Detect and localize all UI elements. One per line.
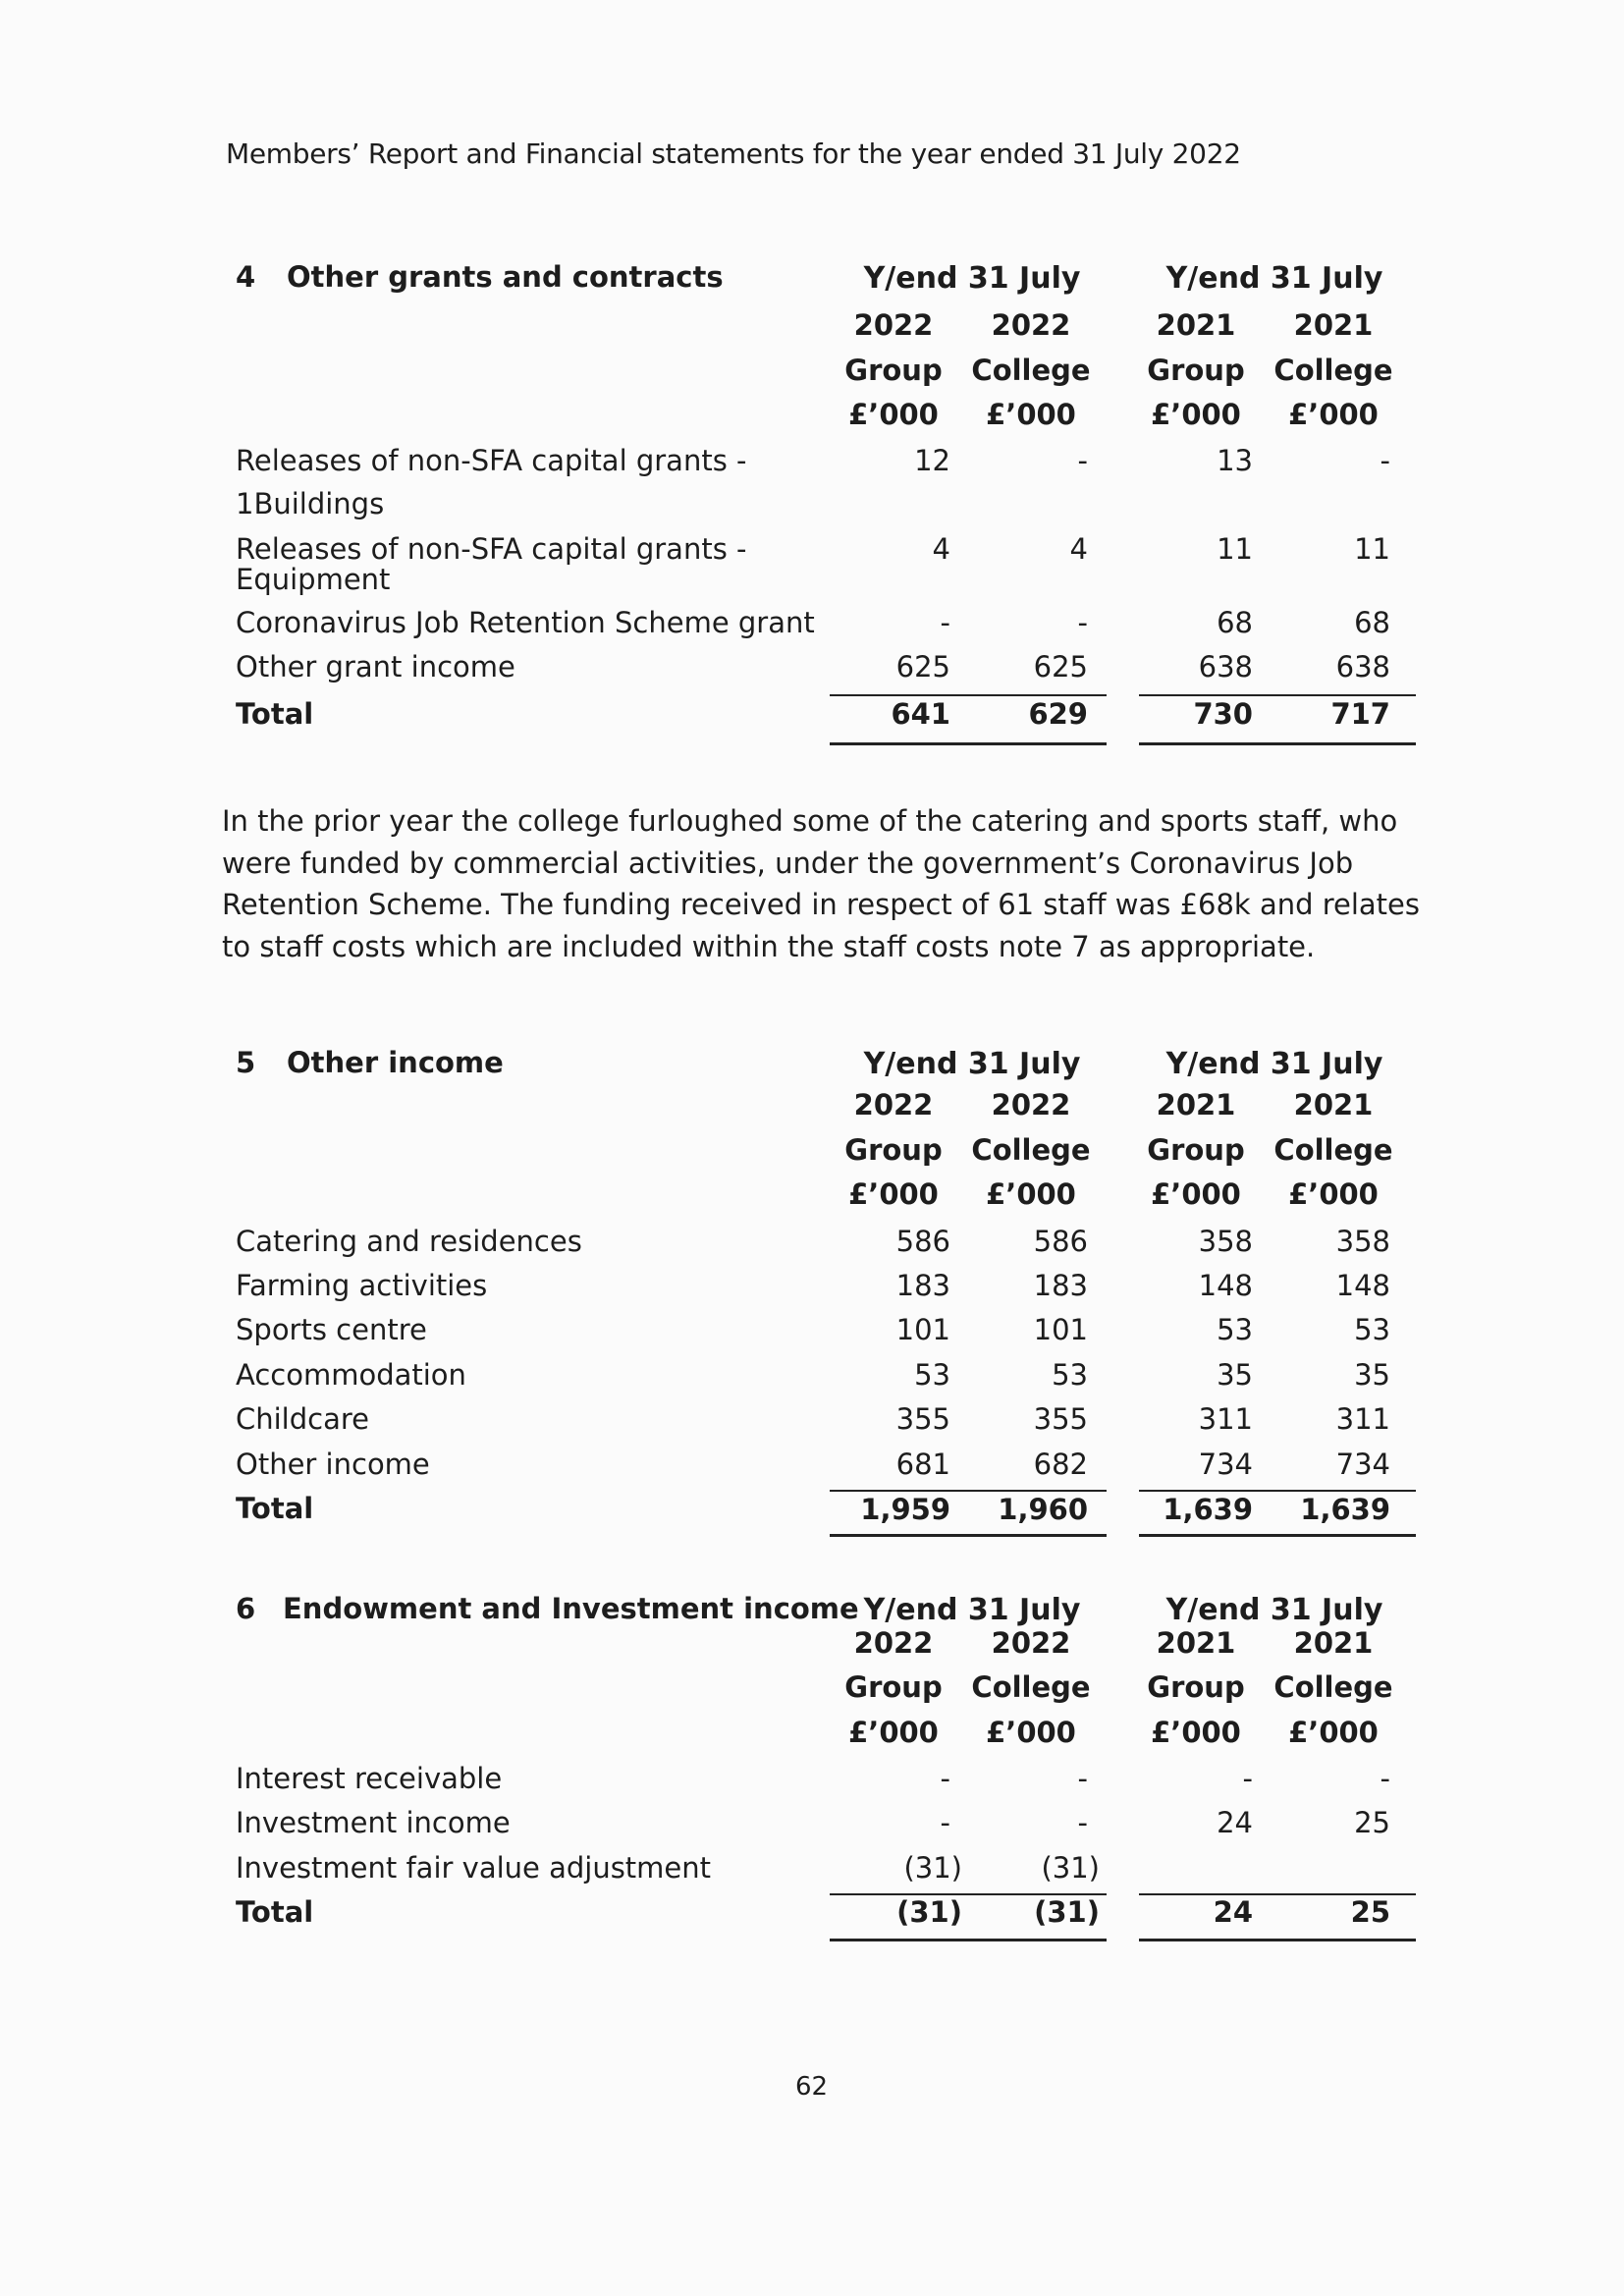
cell-value: 13 [1217, 444, 1253, 477]
column-unit: £’000 [1288, 1716, 1379, 1749]
subtotal-rule-2022 [830, 1490, 1107, 1492]
column-entity: College [971, 1670, 1091, 1704]
section-title: Other income [287, 1046, 504, 1079]
cell-value: 101 [1033, 1313, 1088, 1346]
subtotal-rule-2021 [1139, 1893, 1416, 1895]
section-number: 5 [236, 1046, 256, 1079]
column-year: 2022 [991, 308, 1071, 342]
column-entity: Group [1147, 1670, 1245, 1704]
column-year: 2022 [991, 1626, 1071, 1660]
column-unit: £’000 [986, 1177, 1076, 1211]
cell-value: 12 [914, 444, 950, 477]
cell-value: 53 [914, 1358, 950, 1392]
cell-value: 682 [1033, 1448, 1088, 1481]
cell-value: - [1077, 1806, 1088, 1839]
cell-total: (31) [1034, 1895, 1100, 1929]
cell-value: - [1380, 1762, 1390, 1795]
subtotal-rule-2021 [1139, 1490, 1416, 1492]
section-title: Other grants and contracts [287, 260, 724, 294]
row-label-other-grant-income: Other grant income [236, 650, 515, 683]
row-label-equipment: Releases of non-SFA capital grants - Equipment [236, 532, 747, 596]
row-label-total: Total [236, 1492, 314, 1525]
cell-value: (31) [903, 1851, 962, 1885]
year-end-heading-2022: Y/end 31 July [863, 1593, 1081, 1627]
row-label-farming: Farming activities [236, 1269, 488, 1302]
column-2022-group [825, 257, 962, 758]
column-unit: £’000 [1151, 398, 1241, 431]
cell-value: 53 [1354, 1313, 1390, 1346]
cell-total: (31) [896, 1895, 962, 1929]
cell-value: 355 [895, 1402, 950, 1436]
column-year: 2021 [1156, 308, 1236, 342]
column-2022-group [825, 1043, 962, 1544]
column-year: 2021 [1293, 308, 1374, 342]
cell-value: 358 [1335, 1225, 1390, 1258]
column-year: 2021 [1293, 1626, 1374, 1660]
row-label-sports-centre: Sports centre [236, 1313, 427, 1346]
cell-value: - [940, 1806, 950, 1839]
cell-value: 24 [1217, 1806, 1253, 1839]
cell-value: 25 [1354, 1806, 1390, 1839]
row-label-total: Total [236, 1895, 314, 1929]
cell-value: 183 [895, 1269, 950, 1302]
cell-value: - [1077, 444, 1088, 477]
subtotal-rule-2022 [830, 694, 1107, 696]
column-entity: Group [844, 354, 943, 387]
cell-value: 586 [1033, 1225, 1088, 1258]
cell-value: - [1380, 444, 1390, 477]
cell-value: 638 [1198, 650, 1253, 683]
cell-value: - [940, 606, 950, 639]
page-header: Members’ Report and Financial statements for the year ended 31 July 2022 [226, 137, 1241, 170]
column-2022-college [962, 1043, 1100, 1544]
column-unit: £’000 [1151, 1716, 1241, 1749]
column-2021-college [1265, 257, 1402, 758]
cell-total: 1,959 [860, 1493, 950, 1526]
cell-total: 641 [891, 697, 950, 731]
cell-value: 4 [932, 532, 950, 566]
column-entity: College [1273, 1670, 1393, 1704]
cell-value: 625 [895, 650, 950, 683]
column-2022-college [962, 1589, 1100, 1962]
row-label-investment-income: Investment income [236, 1806, 511, 1839]
column-year: 2022 [853, 1626, 934, 1660]
column-2021-college [1265, 1043, 1402, 1544]
column-year: 2021 [1293, 1088, 1374, 1121]
year-end-heading-2022: Y/end 31 July [863, 1047, 1081, 1081]
row-label-catering: Catering and residences [236, 1225, 582, 1258]
row-label-childcare: Childcare [236, 1402, 369, 1436]
column-2021-group [1127, 257, 1265, 758]
column-entity: College [1273, 354, 1393, 387]
column-unit: £’000 [848, 1177, 939, 1211]
cell-value: 355 [1033, 1402, 1088, 1436]
column-unit: £’000 [848, 398, 939, 431]
column-entity: College [971, 354, 1091, 387]
column-entity: College [971, 1133, 1091, 1167]
column-unit: £’000 [1288, 1177, 1379, 1211]
cell-value: 311 [1335, 1402, 1390, 1436]
cell-value: - [1077, 1762, 1088, 1795]
row-label-accommodation: Accommodation [236, 1358, 466, 1392]
column-year: 2022 [991, 1088, 1071, 1121]
cell-total: 1,639 [1163, 1493, 1253, 1526]
total-rule-2021 [1139, 1939, 1416, 1941]
row-label-interest-receivable: Interest receivable [236, 1762, 503, 1795]
note-5-other-income [226, 1043, 1414, 1544]
column-entity: Group [844, 1133, 943, 1167]
row-label-other-income: Other income [236, 1448, 430, 1481]
total-rule-2021 [1139, 1534, 1416, 1537]
cell-total: 1,639 [1300, 1493, 1390, 1526]
cell-value: 35 [1217, 1358, 1253, 1392]
cell-value: 311 [1198, 1402, 1253, 1436]
column-2021-group [1127, 1589, 1265, 1962]
cell-value: 101 [895, 1313, 950, 1346]
cell-value: 11 [1217, 532, 1253, 566]
cell-value: 148 [1198, 1269, 1253, 1302]
note-6-endowment-investment [226, 1589, 1414, 1962]
cell-value: 53 [1052, 1358, 1088, 1392]
row-label-buildings: Releases of non-SFA capital grants - 1Buildings [236, 444, 747, 520]
column-year: 2021 [1156, 1088, 1236, 1121]
column-unit: £’000 [1151, 1177, 1241, 1211]
cell-total: 1,960 [998, 1493, 1088, 1526]
cell-total: 25 [1350, 1895, 1390, 1929]
year-end-heading-2021: Y/end 31 July [1165, 261, 1383, 296]
cell-value: - [1242, 1762, 1253, 1795]
subtotal-rule-2022 [830, 1893, 1107, 1895]
total-rule-2022 [830, 742, 1107, 745]
column-year: 2022 [853, 308, 934, 342]
cell-total: 629 [1028, 697, 1088, 731]
cell-value: 638 [1335, 650, 1390, 683]
cell-value: 183 [1033, 1269, 1088, 1302]
row-label-fair-value-adjustment: Investment fair value adjustment [236, 1851, 712, 1885]
column-unit: £’000 [1288, 398, 1379, 431]
cell-value: 625 [1033, 650, 1088, 683]
cell-total: 24 [1213, 1895, 1253, 1929]
cell-value: - [940, 1762, 950, 1795]
column-entity: Group [844, 1670, 943, 1704]
cell-value: 4 [1069, 532, 1088, 566]
cell-value: 734 [1335, 1448, 1390, 1481]
column-2021-college [1265, 1589, 1402, 1962]
column-2021-group [1127, 1043, 1265, 1544]
year-end-heading-2021: Y/end 31 July [1165, 1593, 1383, 1627]
cell-value: 11 [1354, 532, 1390, 566]
cell-total: 717 [1330, 697, 1390, 731]
total-rule-2022 [830, 1939, 1107, 1941]
section-number: 4 [236, 260, 256, 294]
note-4-other-grants [226, 257, 1414, 758]
page-number: 62 [795, 2072, 829, 2102]
total-rule-2021 [1139, 742, 1416, 745]
cell-value: 35 [1354, 1358, 1390, 1392]
column-2022-group [825, 1589, 962, 1962]
column-unit: £’000 [986, 398, 1076, 431]
column-unit: £’000 [986, 1716, 1076, 1749]
total-rule-2022 [830, 1534, 1107, 1537]
column-entity: Group [1147, 1133, 1245, 1167]
cell-value: 68 [1217, 606, 1253, 639]
cell-value: 148 [1335, 1269, 1390, 1302]
cell-value: 734 [1198, 1448, 1253, 1481]
cell-value: 681 [895, 1448, 950, 1481]
cell-value: (31) [1041, 1851, 1100, 1885]
row-label-cjrs-grant: Coronavirus Job Retention Scheme grant [236, 606, 815, 639]
section-number: 6 [236, 1592, 256, 1625]
subtotal-rule-2021 [1139, 694, 1416, 696]
column-2022-college [962, 257, 1100, 758]
row-label-total: Total [236, 697, 314, 731]
column-year: 2021 [1156, 1626, 1236, 1660]
cell-value: 53 [1217, 1313, 1253, 1346]
cell-value: 358 [1198, 1225, 1253, 1258]
column-entity: Group [1147, 354, 1245, 387]
column-unit: £’000 [848, 1716, 939, 1749]
cjrs-explanation-paragraph: In the prior year the college furloughed some of the catering and sports staff, who were funded by commercial activities, under the government’s Coronavirus Job Retention Scheme. The funding received in respect of 61 staff was £68k and relates to staff costs which are included within the staff costs note 7 as appropriate. [222, 804, 1420, 963]
cell-value: 68 [1354, 606, 1390, 639]
section-title: Endowment and Investment income [283, 1592, 859, 1625]
cell-total: 730 [1193, 697, 1253, 731]
column-entity: College [1273, 1133, 1393, 1167]
year-end-heading-2021: Y/end 31 July [1165, 1047, 1383, 1081]
year-end-heading-2022: Y/end 31 July [863, 261, 1081, 296]
cell-value: 586 [895, 1225, 950, 1258]
column-year: 2022 [853, 1088, 934, 1121]
cell-value: - [1077, 606, 1088, 639]
